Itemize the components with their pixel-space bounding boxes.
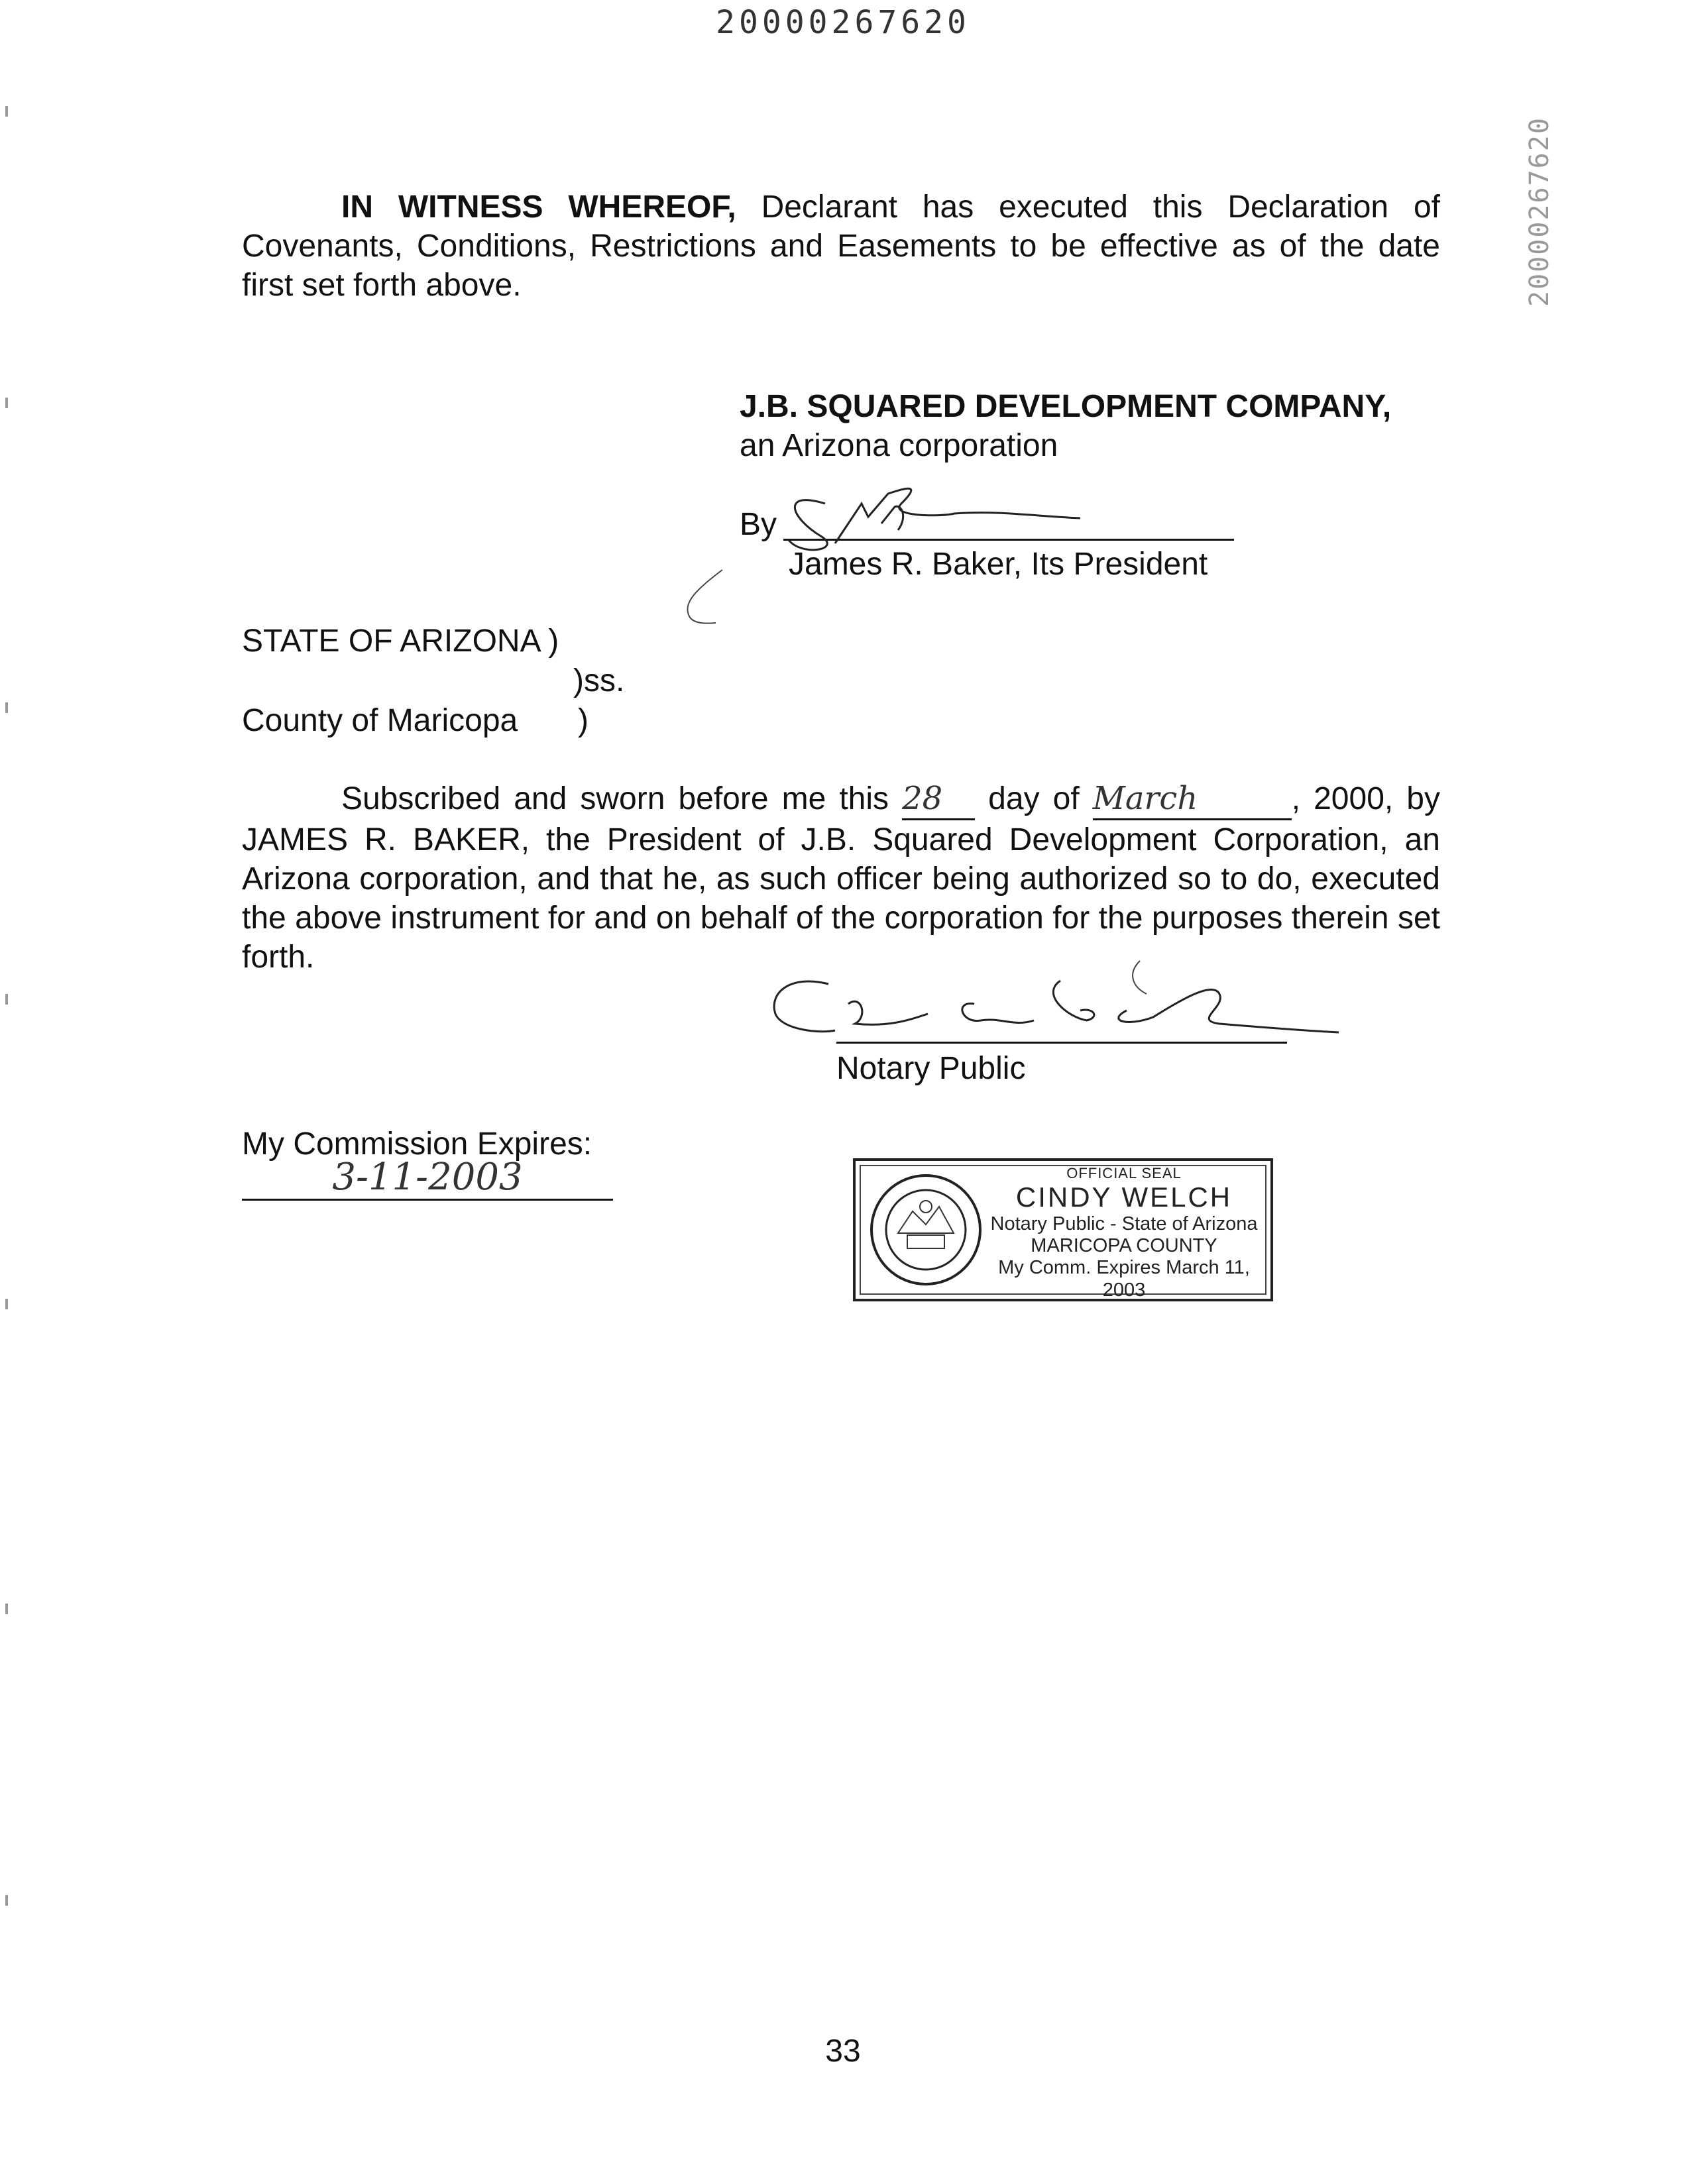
by-label: By bbox=[740, 507, 777, 542]
seal-title: OFFICIAL SEAL bbox=[1066, 1165, 1182, 1181]
commission-date: 3-11-2003 bbox=[242, 1156, 613, 1201]
jurat-month: March bbox=[1093, 779, 1292, 820]
witness-text: Declarant has executed this Declaration of Covenants, Conditions, Restrictions and Easements to be effective as of the date first set forth above. bbox=[242, 190, 1440, 303]
jurat-part1: Subscribed and sworn before me this bbox=[341, 781, 889, 816]
venue-ss: )ss. bbox=[573, 663, 625, 698]
scan-edge-mark bbox=[5, 398, 8, 408]
seal-line-2: MARICOPA COUNTY bbox=[1031, 1235, 1217, 1256]
notary-signature-line bbox=[836, 1042, 1287, 1044]
recording-number: 20000267620 bbox=[716, 4, 970, 41]
seal-notary-name: CINDY WELCH bbox=[1015, 1181, 1233, 1213]
scan-edge-mark bbox=[5, 106, 8, 117]
jurat-part2: day of bbox=[988, 781, 1080, 816]
jurat-part3: , 2000, by JAMES R. BAKER, the President of J.B. Squared Development Corporation, an Arizona corporation, and that he, as such officer being authorized so to do, executed the above instrument for and on behalf of the corporation for the purposes therein set forth. bbox=[242, 781, 1440, 975]
signer-name: James R. Baker, Its President bbox=[789, 547, 1208, 582]
jurat-paragraph bbox=[242, 779, 1440, 977]
signature-block bbox=[740, 387, 1391, 465]
scan-edge-mark bbox=[5, 994, 8, 1005]
venue-state: STATE OF ARIZONA ) bbox=[242, 624, 559, 659]
jurat-day: 28 bbox=[902, 779, 975, 820]
witness-lead: IN WITNESS WHEREOF, bbox=[341, 190, 736, 225]
witness-paragraph bbox=[242, 188, 1440, 305]
state-seal-emblem bbox=[866, 1170, 985, 1289]
company-name: J.B. SQUARED DEVELOPMENT COMPANY, bbox=[740, 389, 1392, 424]
venue-county: County of Maricopa bbox=[242, 703, 518, 738]
commission-label: My Commission Expires: bbox=[242, 1126, 592, 1162]
page-number: 33 bbox=[825, 2034, 861, 2069]
seal-line-3: My Comm. Expires March 11, 2003 bbox=[998, 1257, 1250, 1301]
side-recording-stamp: 20000267620 bbox=[1524, 117, 1555, 307]
official-seal-stamp bbox=[853, 1158, 1273, 1301]
company-entity-type: an Arizona corporation bbox=[740, 428, 1058, 463]
notary-label: Notary Public bbox=[836, 1051, 1026, 1086]
scan-edge-mark bbox=[5, 1895, 8, 1906]
venue-county-paren: ) bbox=[578, 703, 589, 738]
scan-edge-mark bbox=[5, 1604, 8, 1614]
seal-line-1: Notary Public - State of Arizona bbox=[990, 1213, 1258, 1234]
scan-edge-mark bbox=[5, 1299, 8, 1309]
scan-edge-mark bbox=[5, 702, 8, 713]
